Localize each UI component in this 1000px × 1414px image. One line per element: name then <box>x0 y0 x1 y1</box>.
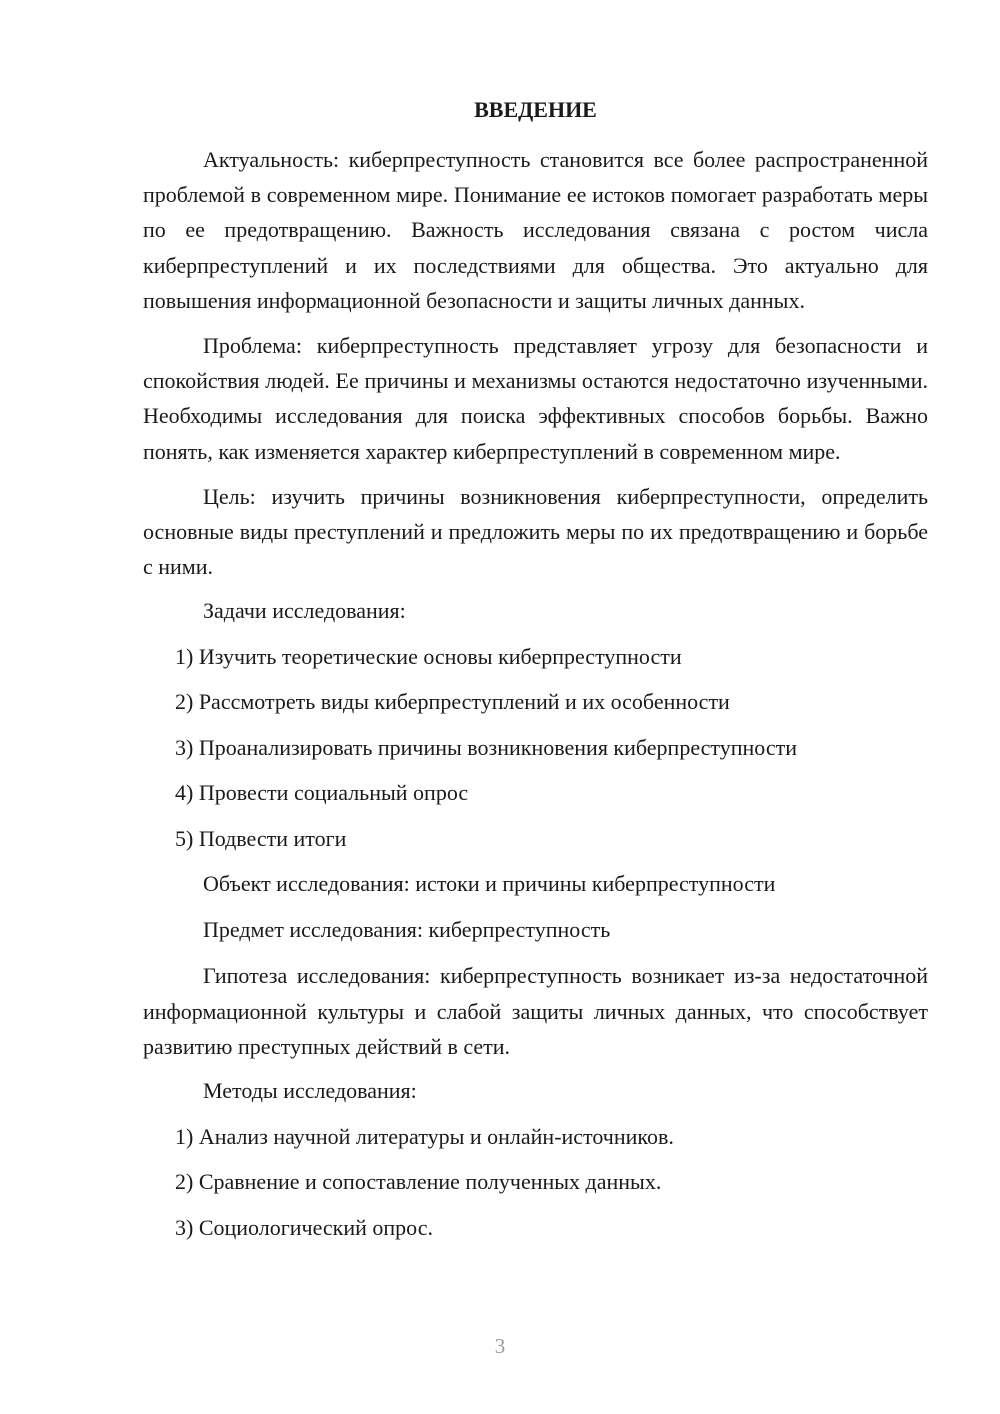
method-item-3: 3) Социологический опрос. <box>175 1214 433 1240</box>
relevance-paragraph: Актуальность: киберпреступность становится все более распространенной проблемой в современном мире. Понимание ее истоков помогает разработать меры по ее предотвращению. Важность исследования связана с ростом числа киберпреступлений и их последствиями для общества. Это актуально для повышения информационной безопасности и защиты личных данных. <box>143 147 928 313</box>
hypothesis-paragraph: Гипотеза исследования: киберпреступность возникает из-за недостаточной информационной культуры и слабой защиты личных данных, что способствует развитию преступных действий в сети. <box>143 963 928 1059</box>
methods-heading: Методы исследования: <box>203 1078 417 1104</box>
goal-paragraph: Цель: изучить причины возникновения киберпреступности, определить основные виды преступлений и предложить меры по их предотвращению и борьбе с ними. <box>143 483 928 580</box>
problem-paragraph: Проблема: киберпреступность представляет угрозу для безопасности и спокойствия людей. Ее причины и механизмы остаются недостаточно изученными. Необходимы исследования для поиска эффективных способов борьбы. Важно понять, как изменяется характер киберпреступлений в современном мире. <box>143 333 928 464</box>
page-number: 3 <box>494 1334 506 1358</box>
task-item-3: 3) Проанализировать причины возникновения киберпреступности <box>175 734 797 760</box>
research-subject: Предмет исследования: киберпреступность <box>203 916 611 942</box>
task-item-5: 5) Подвести итоги <box>175 825 347 851</box>
research-object: Объект исследования: истоки и причины киберпреступности <box>203 871 776 897</box>
task-item-4: 4) Провести социальный опрос <box>175 780 469 806</box>
page-title: ВВЕДЕНИЕ <box>474 97 597 122</box>
method-item-2: 2) Сравнение и сопоставление полученных данных. <box>175 1169 662 1195</box>
task-item-1: 1) Изучить теоретические основы киберпреступности <box>175 643 682 669</box>
method-item-1: 1) Анализ научной литературы и онлайн-источников. <box>175 1123 674 1149</box>
tasks-heading: Задачи исследования: <box>203 598 406 624</box>
document-page <box>143 94 928 1256</box>
task-item-2: 2) Рассмотреть виды киберпреступлений и их особенности <box>175 689 730 715</box>
